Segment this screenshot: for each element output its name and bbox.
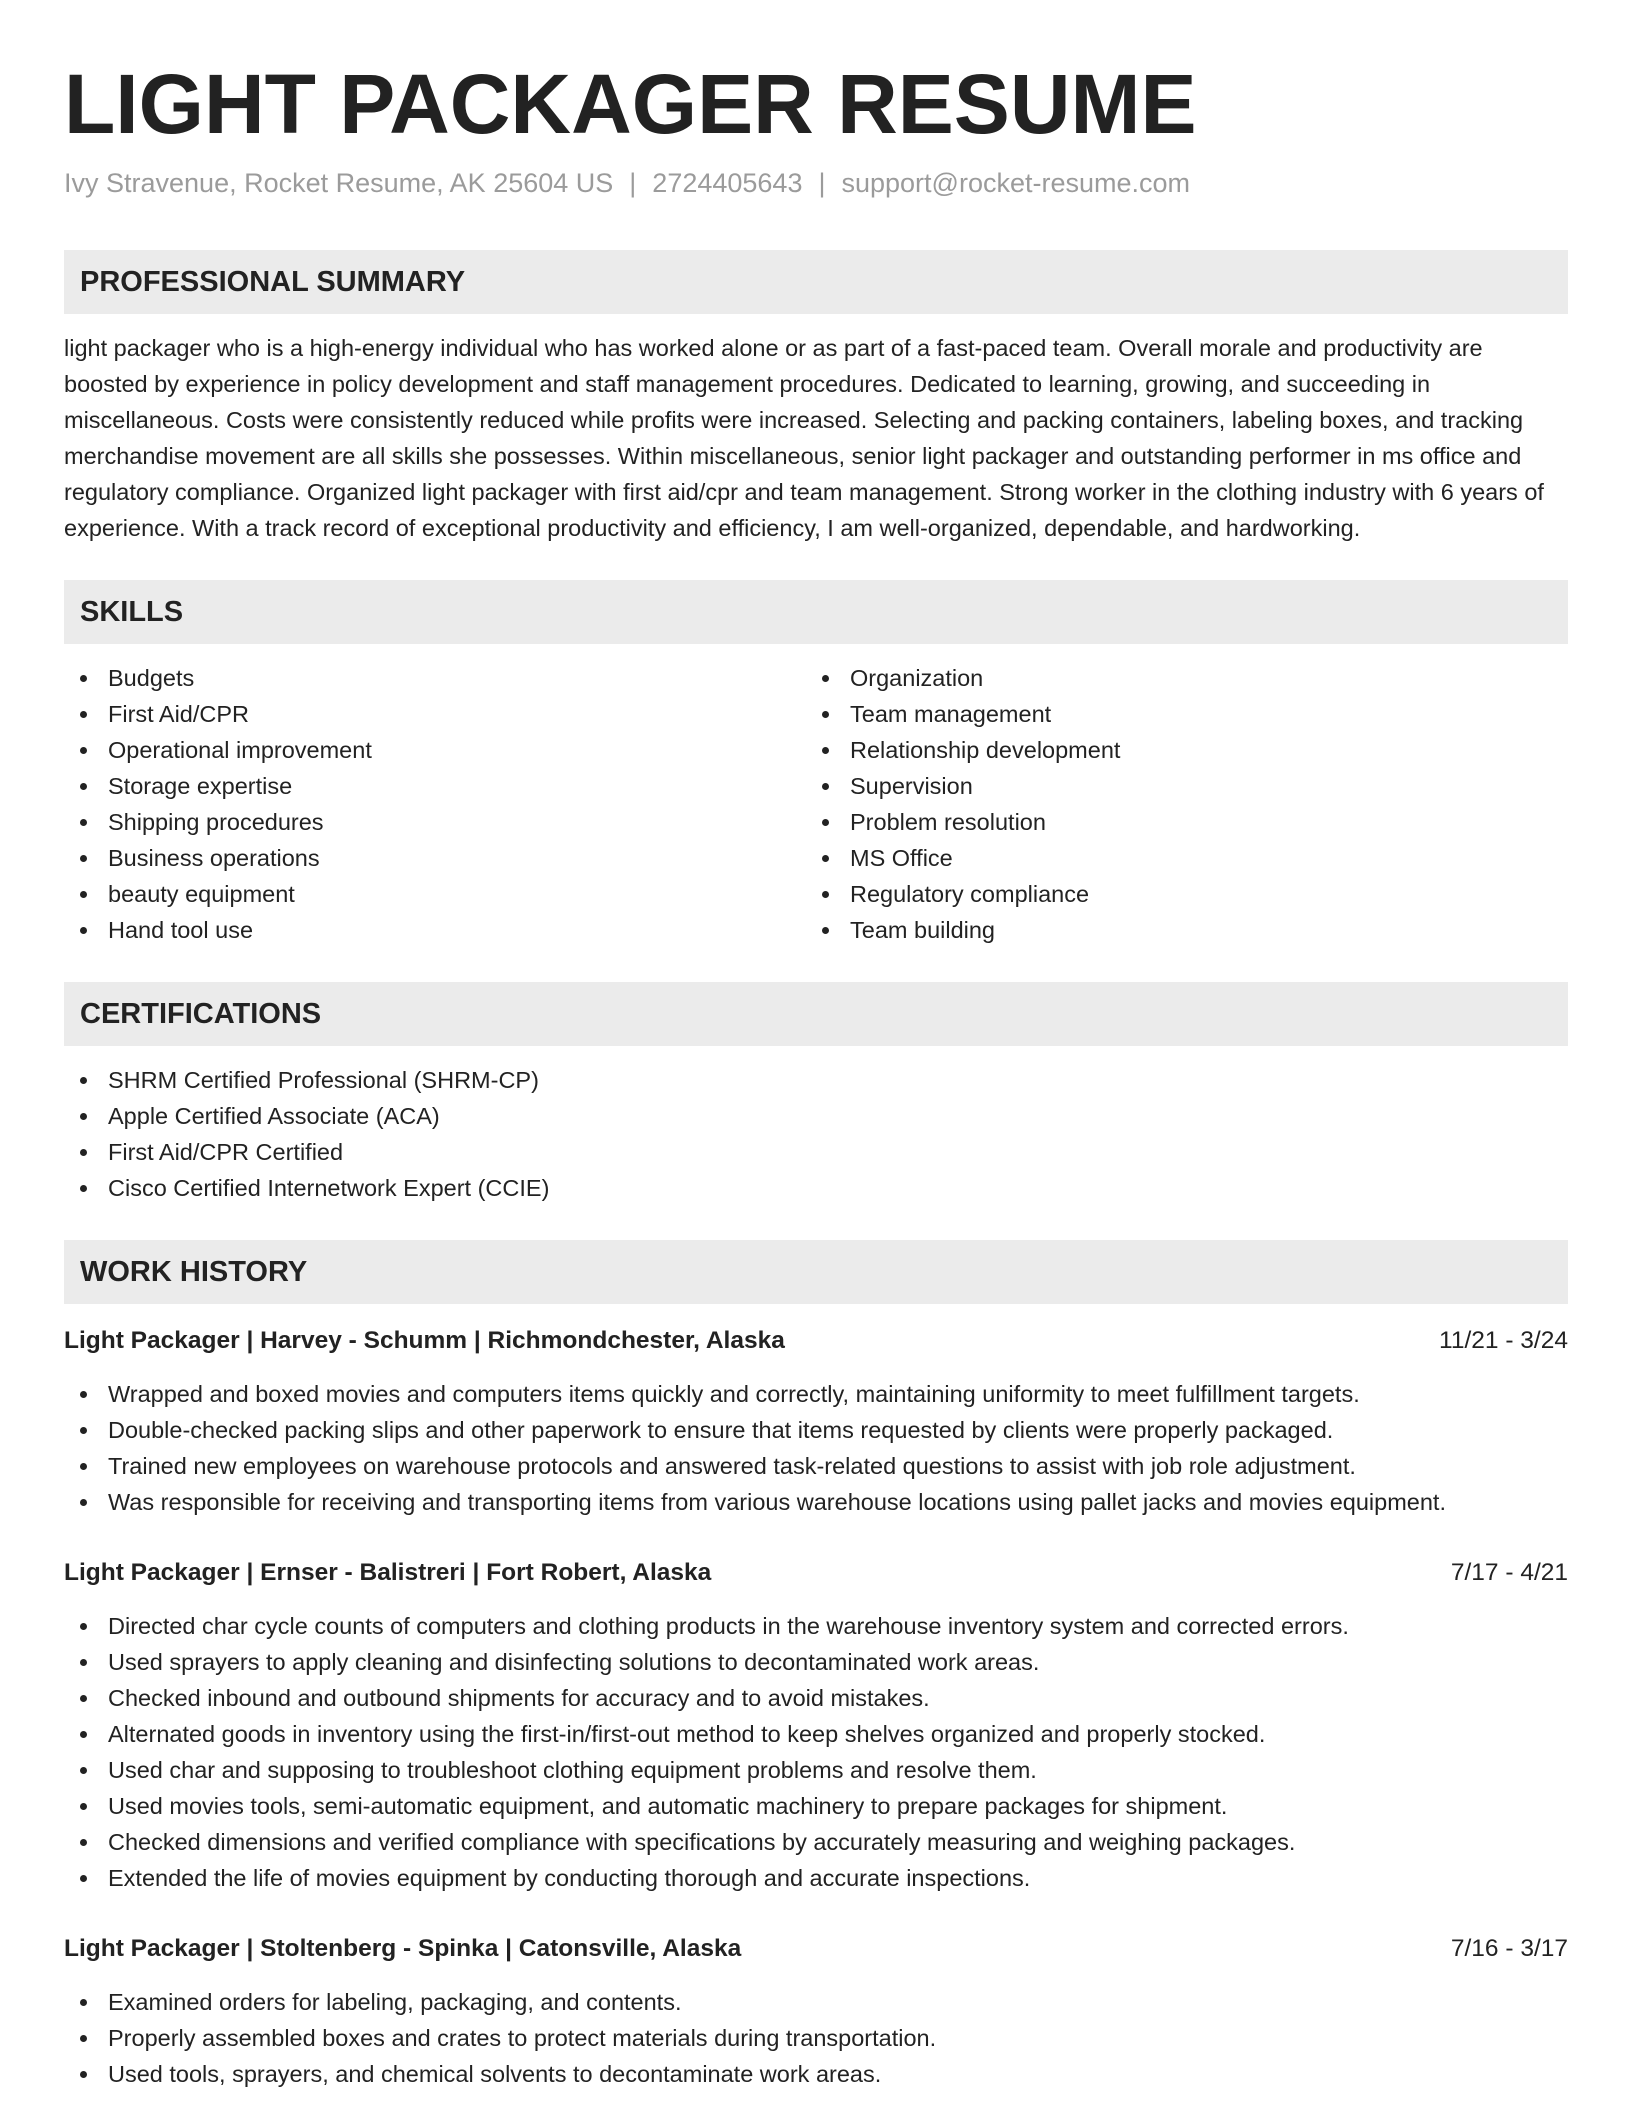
- section-header-skills: SKILLS: [64, 580, 1568, 644]
- skills-list-left: [64, 660, 806, 948]
- skill-item: Problem resolution: [806, 804, 1548, 840]
- skill-item: Budgets: [64, 660, 806, 696]
- job-bullet: Checked inbound and outbound shipments for accuracy and to avoid mistakes.: [64, 1680, 1568, 1716]
- job-dates: 11/21 - 3/24: [1439, 1327, 1568, 1354]
- job-title: Light Packager | Ernser - Balistreri | Fort Robert, Alaska: [64, 1559, 712, 1586]
- skill-item: Business operations: [64, 840, 806, 876]
- job-bullets: [64, 1984, 1568, 2092]
- job-bullet: Was responsible for receiving and transporting items from various warehouse locations using pallet jacks and movies equipment.: [64, 1484, 1568, 1520]
- skill-item: beauty equipment: [64, 876, 806, 912]
- job-bullet: Used sprayers to apply cleaning and disinfecting solutions to decontaminated work areas.: [64, 1644, 1568, 1680]
- resume-page: [64, 56, 1568, 2092]
- certification-item: Apple Certified Associate (ACA): [64, 1098, 1568, 1134]
- section-header-work-history: WORK HISTORY: [64, 1240, 1568, 1304]
- skills-column-left: [64, 644, 806, 948]
- skills-grid: [64, 644, 1568, 948]
- certifications-list: [64, 1062, 1568, 1206]
- skill-item: Shipping procedures: [64, 804, 806, 840]
- skills-column-right: [806, 644, 1548, 948]
- section-header-summary: PROFESSIONAL SUMMARY: [64, 250, 1568, 314]
- resume-title: LIGHT PACKAGER RESUME: [64, 57, 1197, 151]
- job-bullet: Double-checked packing slips and other paperwork to ensure that items requested by clients were properly packaged.: [64, 1412, 1568, 1448]
- job-bullet: Examined orders for labeling, packaging, and contents.: [64, 1984, 1568, 2020]
- professional-summary-text: light packager who is a high-energy individual who has worked alone or as part of a fast-paced team. Overall morale and productivity are boosted by experience in policy development and staff management procedures. Dedicated to learning, growing, and succeeding in miscellaneous. Costs were consistently reduced while profits were increased. Selecting and packing containers, labeling boxes, and tracking merchandise movement are all skills she possesses. Within miscellaneous, senior light packager and outstanding performer in ms office and regulatory compliance. Organized light packager with first aid/cpr and team management. Strong worker in the clothing industry with 6 years of experience. With a track record of exceptional productivity and efficiency, I am well-organized, dependable, and hardworking.: [64, 335, 1544, 541]
- contact-separator: |: [629, 168, 637, 198]
- skill-item: Regulatory compliance: [806, 876, 1548, 912]
- skill-item: Team building: [806, 912, 1548, 948]
- job-bullet: Used tools, sprayers, and chemical solvents to decontaminate work areas.: [64, 2056, 1568, 2092]
- skill-item: Organization: [806, 660, 1548, 696]
- contact-phone: 2724405643: [652, 168, 803, 198]
- skills-list-right: [806, 660, 1548, 948]
- job-title: Light Packager | Stoltenberg - Spinka | Catonsville, Alaska: [64, 1935, 742, 1962]
- contact-separator: |: [818, 168, 826, 198]
- skill-item: MS Office: [806, 840, 1548, 876]
- job-bullet: Checked dimensions and verified compliance with specifications by accurately measuring and weighing packages.: [64, 1824, 1568, 1860]
- job-bullet: Properly assembled boxes and crates to protect materials during transportation.: [64, 2020, 1568, 2056]
- job-bullet: Used char and supposing to troubleshoot clothing equipment problems and resolve them.: [64, 1752, 1568, 1788]
- job-entry: [64, 1324, 1568, 1520]
- job-bullet: Wrapped and boxed movies and computers items quickly and correctly, maintaining uniformity to meet fulfillment targets.: [64, 1376, 1568, 1412]
- certification-item: SHRM Certified Professional (SHRM-CP): [64, 1062, 1568, 1098]
- section-header-certifications: CERTIFICATIONS: [64, 982, 1568, 1046]
- job-entry: [64, 1932, 1568, 2092]
- job-bullet: Trained new employees on warehouse protocols and answered task-related questions to assist with job role adjustment.: [64, 1448, 1568, 1484]
- certification-item: First Aid/CPR Certified: [64, 1134, 1568, 1170]
- skill-item: Operational improvement: [64, 732, 806, 768]
- skill-item: Hand tool use: [64, 912, 806, 948]
- job-bullets: [64, 1608, 1568, 1896]
- certification-item: Cisco Certified Internetwork Expert (CCIE): [64, 1170, 1568, 1206]
- contact-line: [64, 166, 1568, 200]
- contact-email: support@rocket-resume.com: [841, 168, 1191, 198]
- contact-address: Ivy Stravenue, Rocket Resume, AK 25604 US: [64, 168, 614, 198]
- job-title: Light Packager | Harvey - Schumm | Richmondchester, Alaska: [64, 1327, 785, 1354]
- job-bullet: Directed char cycle counts of computers and clothing products in the warehouse inventory system and corrected errors.: [64, 1608, 1568, 1644]
- job-header: [64, 1324, 1568, 1358]
- job-bullets: [64, 1376, 1568, 1520]
- skill-item: First Aid/CPR: [64, 696, 806, 732]
- job-bullet: Used movies tools, semi-automatic equipment, and automatic machinery to prepare packages for shipment.: [64, 1788, 1568, 1824]
- job-header: [64, 1932, 1568, 1966]
- job-bullet: Extended the life of movies equipment by conducting thorough and accurate inspections.: [64, 1860, 1568, 1896]
- skill-item: Supervision: [806, 768, 1548, 804]
- job-header: [64, 1556, 1568, 1590]
- skill-item: Relationship development: [806, 732, 1548, 768]
- job-entry: [64, 1556, 1568, 1896]
- skill-item: Team management: [806, 696, 1548, 732]
- job-dates: 7/17 - 4/21: [1450, 1559, 1568, 1586]
- job-bullet: Alternated goods in inventory using the first-in/first-out method to keep shelves organized and properly stocked.: [64, 1716, 1568, 1752]
- job-dates: 7/16 - 3/17: [1450, 1935, 1568, 1962]
- skill-item: Storage expertise: [64, 768, 806, 804]
